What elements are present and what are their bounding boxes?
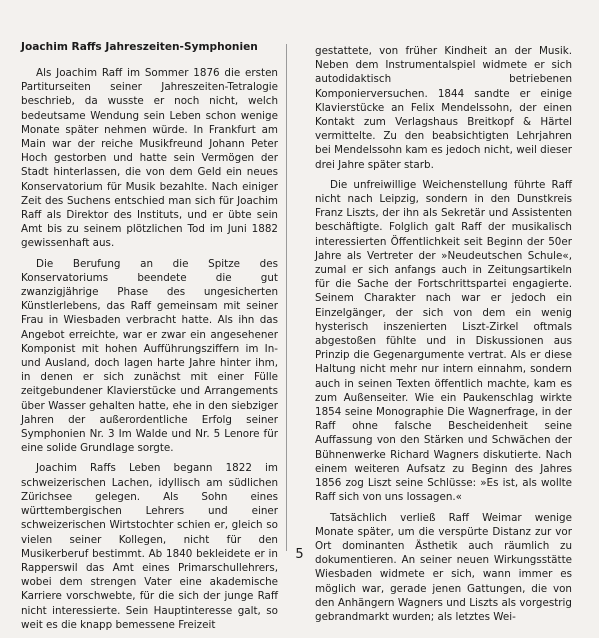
paragraph: Die Berufung an die Spitze des Konservatoriums beendete die gut zwanzigjährige Phase des ungesicherten Künstlerlebens, das Raff gemeinsam mit seiner Frau in Wiesbaden verbracht hatte. Als ihn das Angebot erreichte, war er zwar ein angesehener Komponist mit hohen Aufführungsziffern im In- und Ausland, doch lagen harte Jahre hinter ihm, in denen er sich zunächst mit einer Fülle zeitgebundener Klavierstücke und Arrangements über Wasser gehalten hatte, ehe in den siebziger Jahren der außerordentliche Erfolg seiner Symphonien Nr. 3 Im Walde und Nr. 5 Lenore für eine solide Grundlage sorgte.	[21, 257, 278, 455]
article-heading: Joachim Raffs Jahreszeiten-Symphonien	[21, 41, 258, 53]
paragraph: Als Joachim Raff im Sommer 1876 die ersten Partiturseiten seiner Jahreszeiten-Tetralogie beschrieb, da wusste er noch nicht, welch bedeutsame Wendung sein Leben schon wenige Monate später nehmen würde. In Frankfurt am Main war der reiche Musikfreund Johann Peter Hoch gestorben und hatte sein Vermögen der Stadt hinterlassen, die von dem Geld ein neues Konservatorium für Musik bezahlte. Nach einiger Zeit des Suchens entschied man sich für Joachim Raff als Direktor des Instituts, und er übte sein Amt bis zu seinem plötzlichen Tod im Juni 1882 gewissenhaft aus.	[21, 67, 278, 250]
paragraph: gestattete, von früher Kindheit an der Musik. Neben dem Instrumentalspiel widmete er sich autodidaktisch betriebenen Komponierversuchen. 1844 sandte er einige Klavierstücke an Felix Mendelssohn, der einen Kontakt zum Verlagshaus Breitkopf & Härtel vermittelte. Zu den beabsichtigten Lehrjahren bei Mendelssohn kam es jedoch nicht, weil dieser drei Jahre später starb.	[315, 45, 572, 171]
right-column	[315, 44, 572, 630]
paragraph: Joachim Raffs Leben begann 1822 im schweizerischen Lachen, idyllisch am südlichen Zürichsee gelegen. Als Sohn eines württembergischen Lehrers und einer schweizerischen Wirtstochter schien er, gleich so vielen seiner Kollegen, nicht für den Musikerberuf bestimmt. Ab 1840 bekleidete er in Rapperswil das Amt eines Primarschullehrers, wobei dem strengen Vater eine akademische Karriere vorschwebte, für die sich der junge Raff nicht interessierte. Sein Hauptinteresse galt, so weit es die knapp bemessene Freizeit	[21, 462, 278, 631]
page-number: 5	[295, 547, 304, 562]
column-divider	[286, 44, 287, 551]
paragraph: Tatsächlich verließ Raff Weimar wenige Monate später, um die verspürte Distanz zur vor Ort dominanten Ästhetik auch räumlich zu dokumentieren. An seiner neuen Wirkungsstätte Wiesbaden widmete er sich, wann immer es möglich war, gerade jenen Gattungen, die von den Anhängern Wagners und Liszts als vorgestrig gebrandmarkt wurden; als letztes Wei-	[315, 511, 572, 623]
paragraph: Die unfreiwillige Weichenstellung führte Raff nicht nach Leipzig, sondern in den Dunstkreis Franz Liszts, der ihn als Sekretär und Assistenten beschäftigte. Folglich galt Raff der musikalisch interessierten Öffentlichkeit seit Beginn der 50er Jahre als Vertreter der »Neudeutschen Schule«, zumal er sich anfangs auch in Zeitungsartikeln für die Sache der Fortschrittspartei engagierte. Seinem Charakter nach war er jedoch ein Einzelgänger, der sich von dem ein wenig hysterisch inszenierten Liszt-Zirkel oftmals abgestoßen fühlte und in Diskussionen aus Prinzip die Gegenargumente vertrat. Als er diese Haltung nicht mehr nur intern einnahm, sondern auch in seinen Texten öffentlich machte, kam es zum Außenseiter. Wie ein Paukenschlag wirkte 1854 seine Monographie Die Wagnerfrage, in der Raff ohne falsche Bescheidenheit seine Auffassung von den Stärken und Schwächen der Bühnenwerke Richard Wagners diskutierte. Nach einem weiteren Aufsatz zu Beginn des Jahres 1856 zog Liszt seine Schlüsse: »Es ist, als wollte Raff sich von uns lossagen.«	[315, 178, 572, 504]
